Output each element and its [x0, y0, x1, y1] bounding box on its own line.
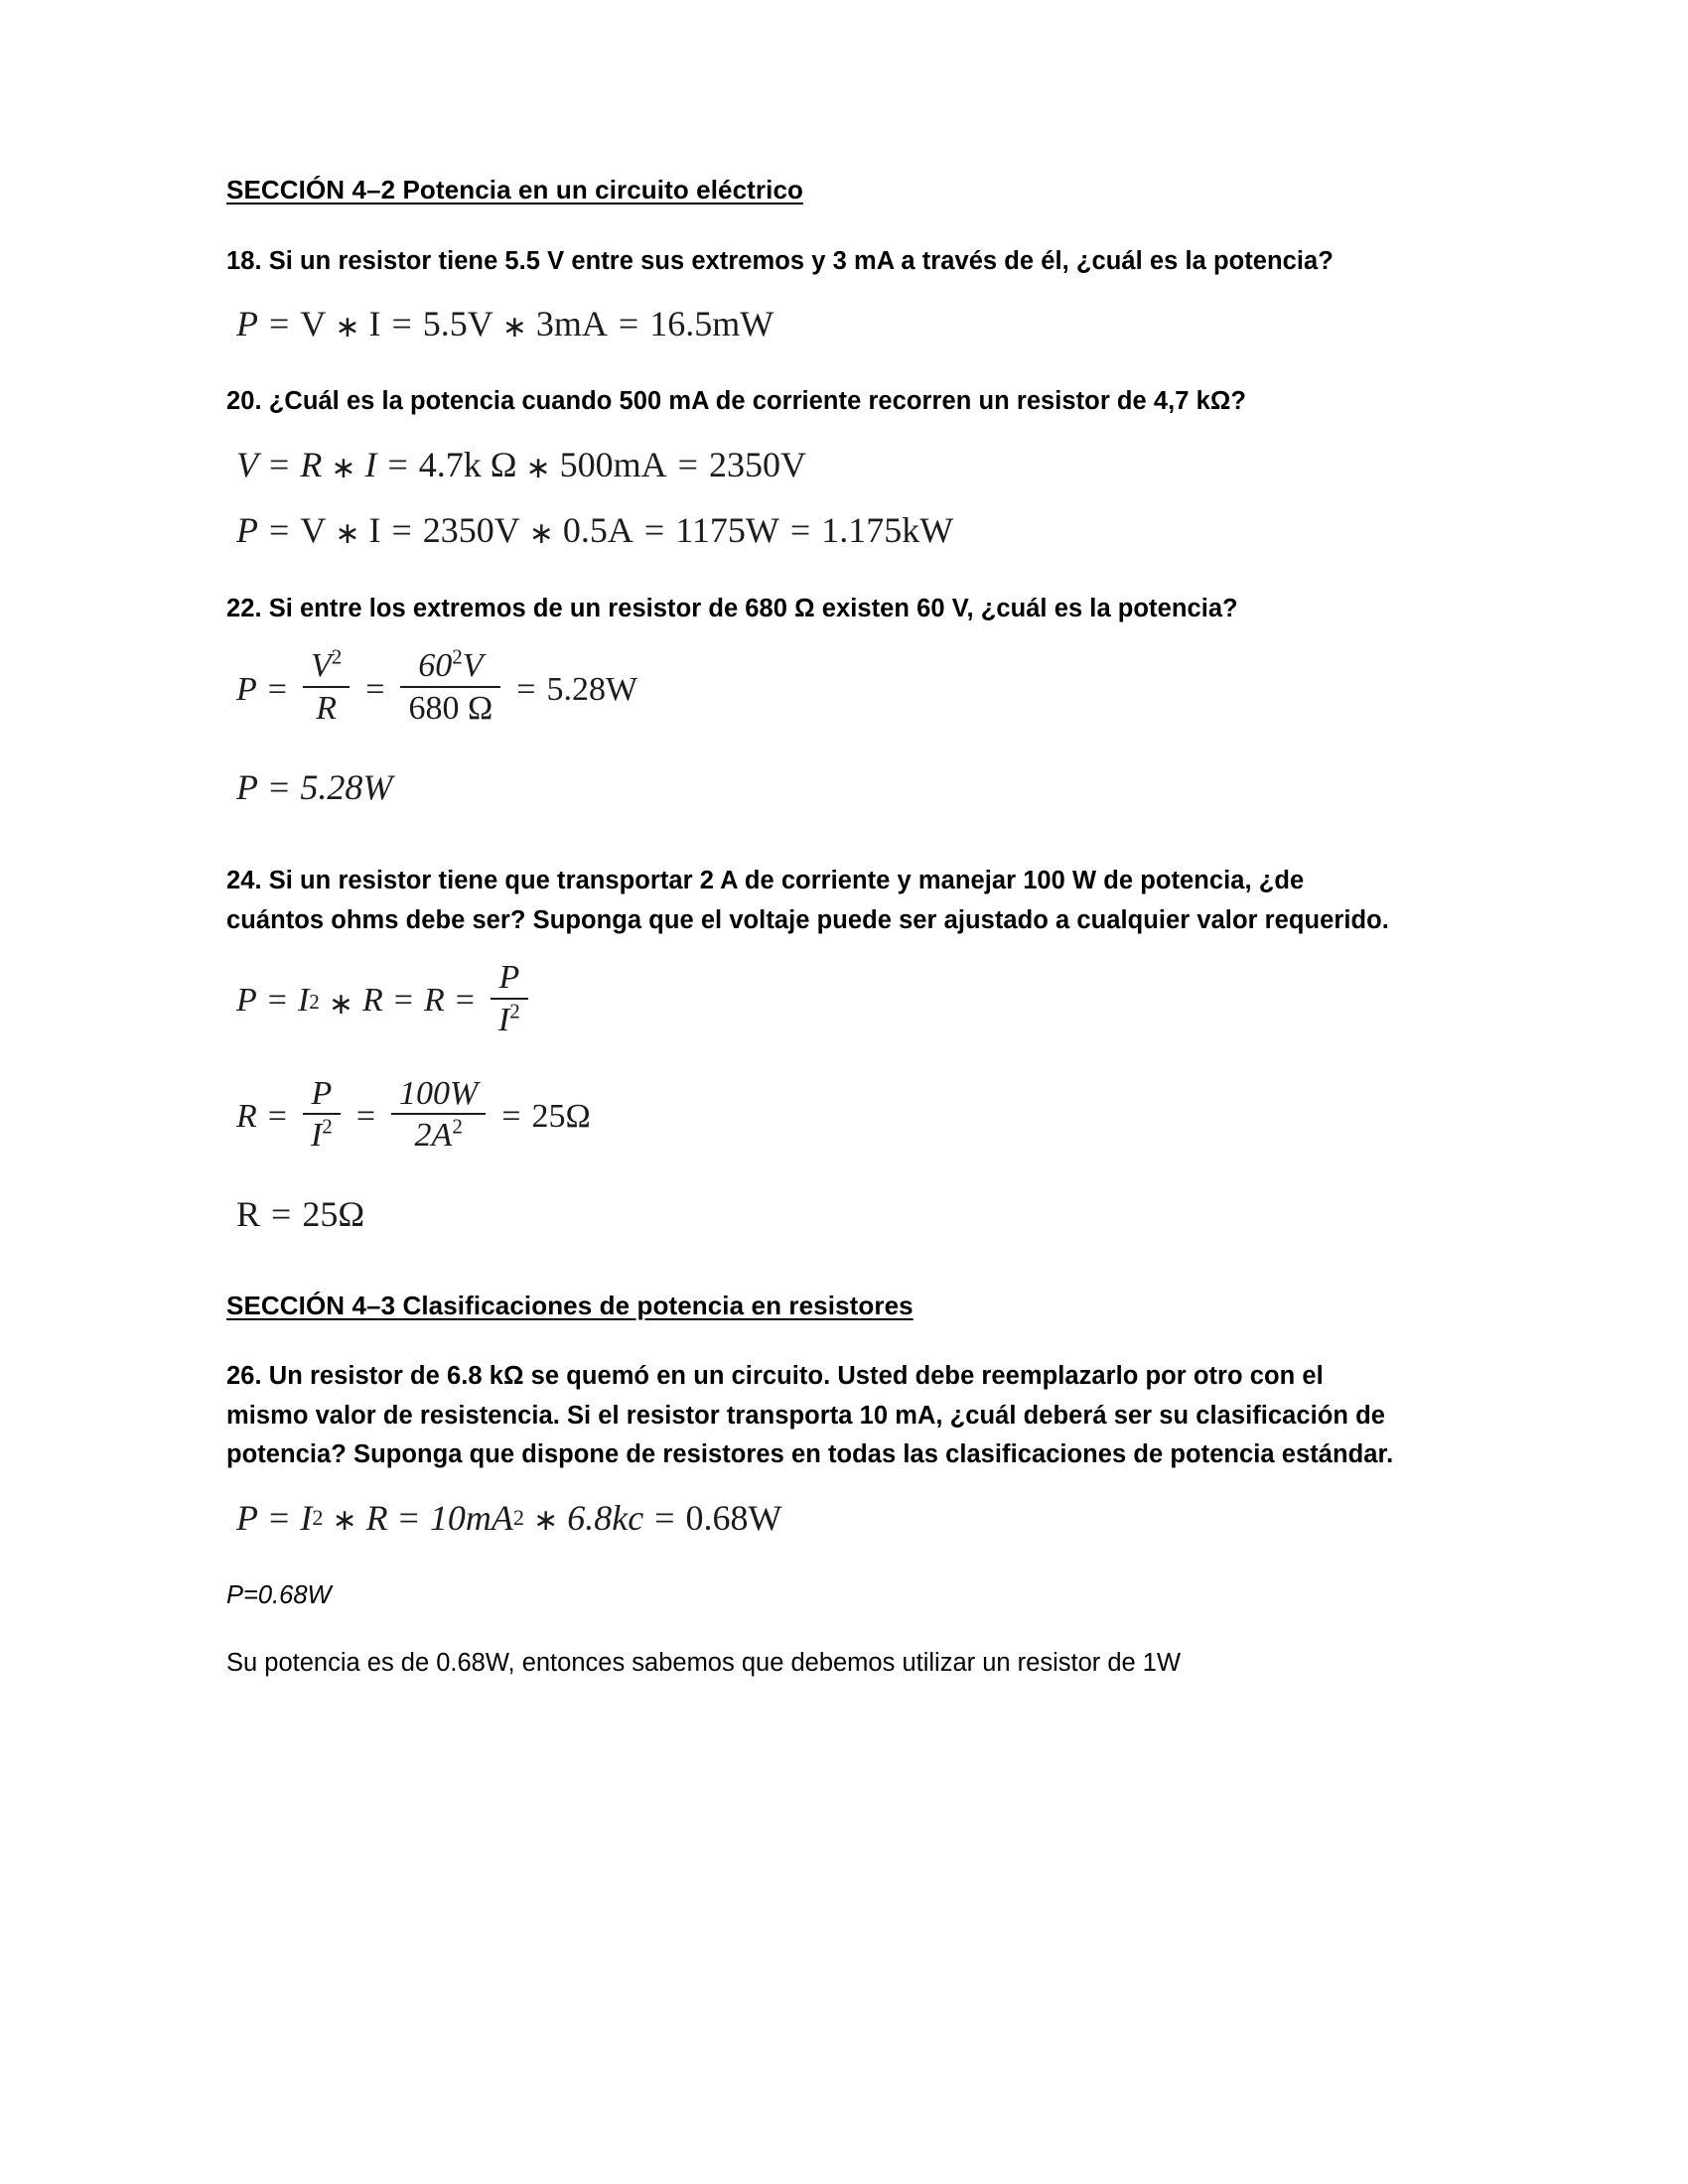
fraction-denominator [391, 1113, 486, 1154]
fraction-p-over-i-squared [491, 960, 528, 1037]
spacer [226, 576, 1398, 590]
equals-sign: = [269, 510, 290, 551]
equals-sign: = [643, 510, 665, 551]
equation-20-2 [226, 509, 1398, 551]
fraction-numerator [304, 1076, 341, 1114]
equation-22-2 [226, 766, 1398, 808]
eq-18-1-result: 16.5mW [649, 304, 774, 344]
asterisk-operator: ∗ [331, 451, 356, 484]
numerator-symbol: P [498, 959, 520, 997]
exponent: 2 [452, 1115, 463, 1140]
fraction-denominator [303, 686, 350, 727]
eq-26-1-result: 0.68W [685, 1497, 782, 1538]
equals-sign: = [267, 670, 287, 708]
eq-22-1-lhs: P [236, 670, 257, 708]
equals-sign: = [267, 1097, 287, 1135]
numerator-symbol: P [311, 1074, 333, 1112]
equals-sign: = [269, 304, 290, 344]
eq-26-1-resistance: 6.8kc [567, 1497, 644, 1538]
eq-24-1-mid: R [423, 982, 445, 1020]
equals-sign: = [355, 1097, 376, 1135]
eq-24-1-lhs: P [236, 982, 257, 1020]
equals-sign: = [654, 1497, 675, 1538]
asterisk-operator: ∗ [533, 1504, 559, 1538]
fraction-numerator [391, 1076, 486, 1114]
equals-sign: = [391, 304, 412, 344]
eq-22-1-result: 5.28W [546, 670, 638, 708]
eq-26-1-i: I [300, 1497, 313, 1538]
equals-sign: = [269, 766, 290, 807]
equation-24-1: P = I 2 ∗ R = R = $\frac{P}{I^2}$ [226, 962, 1398, 1039]
eq-24-2-lhs: R [236, 1097, 257, 1135]
section-heading-4-2-wrapper [226, 174, 1398, 242]
fraction-numerator [410, 645, 491, 686]
equals-sign: = [393, 982, 413, 1020]
question-22: 22. Si entre los extremos de un resistor de 680 Ω existen 60 V, ¿cuál es la potencia? [226, 594, 1238, 622]
section-heading-4-2: SECCIÓN 4–2 Potencia en un circuito eléctrico [226, 175, 804, 205]
eq-20-2-current: 0.5A [562, 510, 633, 551]
eq-20-1-i: I [364, 445, 377, 484]
equation-24-2 [226, 1074, 1398, 1156]
eq-20-2-result2: 1.175kW [821, 510, 954, 551]
asterisk-operator: ∗ [528, 517, 554, 550]
eq-26-1-lhs: P [236, 1497, 258, 1538]
eq-26-1-current: 10mA [429, 1497, 513, 1538]
spacer [226, 1260, 1398, 1290]
eq-22-2-lhs: P [236, 766, 258, 807]
eq-20-1-result: 2350V [708, 445, 806, 484]
exponent: 2 [331, 645, 343, 670]
exponent: 2 [452, 645, 463, 670]
spacer [226, 368, 1398, 382]
eq-26-1-r: R [365, 1497, 388, 1538]
equals-sign: = [516, 670, 536, 708]
eq-24-2-result: 25Ω [531, 1097, 591, 1135]
eq-24-3-lhs: R [236, 1194, 261, 1235]
fraction-denominator [400, 686, 500, 727]
spacer [226, 1563, 1398, 1576]
equals-sign: = [789, 510, 811, 551]
asterisk-operator: ∗ [525, 451, 551, 484]
eq-20-1-current: 500mA [559, 445, 667, 484]
document-body [226, 174, 1398, 1684]
fraction-v-squared-over-r [303, 645, 350, 728]
section-heading-4-3: SECCIÓN 4–3 Clasificaciones de potencia en resistores [226, 1290, 914, 1320]
equals-sign: = [269, 1497, 290, 1538]
equals-sign: = [677, 445, 698, 484]
equation-22-1 [226, 645, 1398, 728]
eq-24-1-i: I [297, 982, 310, 1020]
denominator-symbol: I [310, 1117, 323, 1155]
equals-sign: = [391, 510, 412, 551]
exponent: 2 [322, 1115, 333, 1140]
eq-24-3-result: 25Ω [302, 1194, 365, 1235]
equals-sign: = [365, 670, 385, 708]
power-result-note: P=0.68W [226, 1581, 332, 1610]
equals-sign: = [398, 1497, 419, 1538]
equals-sign: = [271, 1194, 292, 1235]
asterisk-operator: ∗ [332, 1504, 357, 1538]
asterisk-operator: ∗ [328, 987, 353, 1021]
eq-20-2-v: V [300, 510, 327, 551]
conclusion-text: Su potencia es de 0.68W, entonces sabemos que debemos utilizar un resistor de 1W [226, 1649, 1182, 1678]
equals-sign: = [269, 445, 290, 484]
eq-24-1-r: R [361, 982, 383, 1020]
denominator-symbol: R [316, 690, 338, 728]
question-26: 26. Un resistor de 6.8 kΩ se quemó en un circuito. Usted debe reemplazarlo por otro con el mismo valor de resistencia. Si el resistor transporta 10 mA, ¿cuál deberá ser su clasificación de potencia? Suponga que dispone de resistores en todas las clasificaciones de potencia estándar. [226, 1362, 1394, 1469]
spacer [226, 1179, 1398, 1193]
eq-18-1-rhs1-v: V [300, 304, 327, 344]
asterisk-operator: ∗ [335, 517, 360, 550]
equation-26-1: P = I 2 ∗ R = 10mA 2 ∗ 6.8kc = 0.68W [236, 1497, 782, 1538]
asterisk-operator: ∗ [335, 310, 360, 343]
eq-20-1-r: R [300, 445, 323, 484]
spacer [226, 752, 1398, 766]
fraction-100w-over-2a-squared [391, 1076, 486, 1154]
fraction-numerator [303, 645, 350, 686]
equation-20-1 [226, 444, 1398, 485]
spacer [226, 832, 1398, 862]
numerator-value: 100W [399, 1074, 479, 1112]
eq-22-2-result: 5.28W [300, 766, 393, 807]
numerator-value: 60 [418, 647, 453, 685]
equation-24-3 [226, 1193, 1398, 1235]
denominator-value: 2A [414, 1117, 453, 1155]
equals-sign: = [618, 304, 639, 344]
eq-20-2-i: I [368, 510, 381, 551]
eq-20-1-lhs: V [236, 445, 258, 484]
section-heading-4-3-wrapper [226, 1290, 1398, 1358]
fraction-denominator [303, 1113, 341, 1154]
eq-20-2-lhs: P [236, 510, 258, 551]
denominator-value: 680 Ω [408, 690, 493, 728]
fraction-p-over-i-squared [303, 1076, 341, 1154]
fraction-numerator [491, 960, 527, 998]
numerator-unit: V [462, 647, 484, 685]
equals-sign: = [501, 1097, 521, 1135]
equals-sign: = [455, 982, 475, 1020]
asterisk-operator: ∗ [501, 310, 527, 343]
denominator-symbol: I [497, 1002, 510, 1039]
numerator-symbol: V [310, 647, 332, 685]
fraction-denominator [491, 998, 528, 1038]
eq-20-2-voltage: 2350V [422, 510, 520, 551]
equals-sign: = [267, 982, 287, 1020]
question-24: 24. Si un resistor tiene que transportar 2 A de corriente y manejar 100 W de potencia, ¿de cuántos ohms debe ser? Suponga que el voltaje puede ser ajustado a cualquier valor requerido. [226, 867, 1389, 934]
question-20: 20. ¿Cuál es la potencia cuando 500 mA de corriente recorren un resistor de 4,7 kΩ? [226, 387, 1247, 416]
fraction-60-squared-over-680 [400, 645, 500, 728]
eq-18-1-rhs2-b: 3mA [535, 304, 608, 344]
eq-20-1-resistance: 4.7k Ω [418, 445, 517, 484]
equation-18-1 [226, 303, 1398, 344]
eq-18-1-rhs1-i: I [368, 304, 381, 344]
exponent: 2 [509, 999, 520, 1024]
question-18: 18. Si un resistor tiene 5.5 V entre sus extremos y 3 mA a través de él, ¿cuál es la potencia? [226, 246, 1334, 275]
eq-18-1-rhs2-a: 5.5V [422, 304, 493, 344]
eq-18-1-lhs: P [236, 304, 258, 344]
eq-20-2-result: 1175W [675, 510, 779, 551]
equals-sign: = [387, 445, 408, 484]
